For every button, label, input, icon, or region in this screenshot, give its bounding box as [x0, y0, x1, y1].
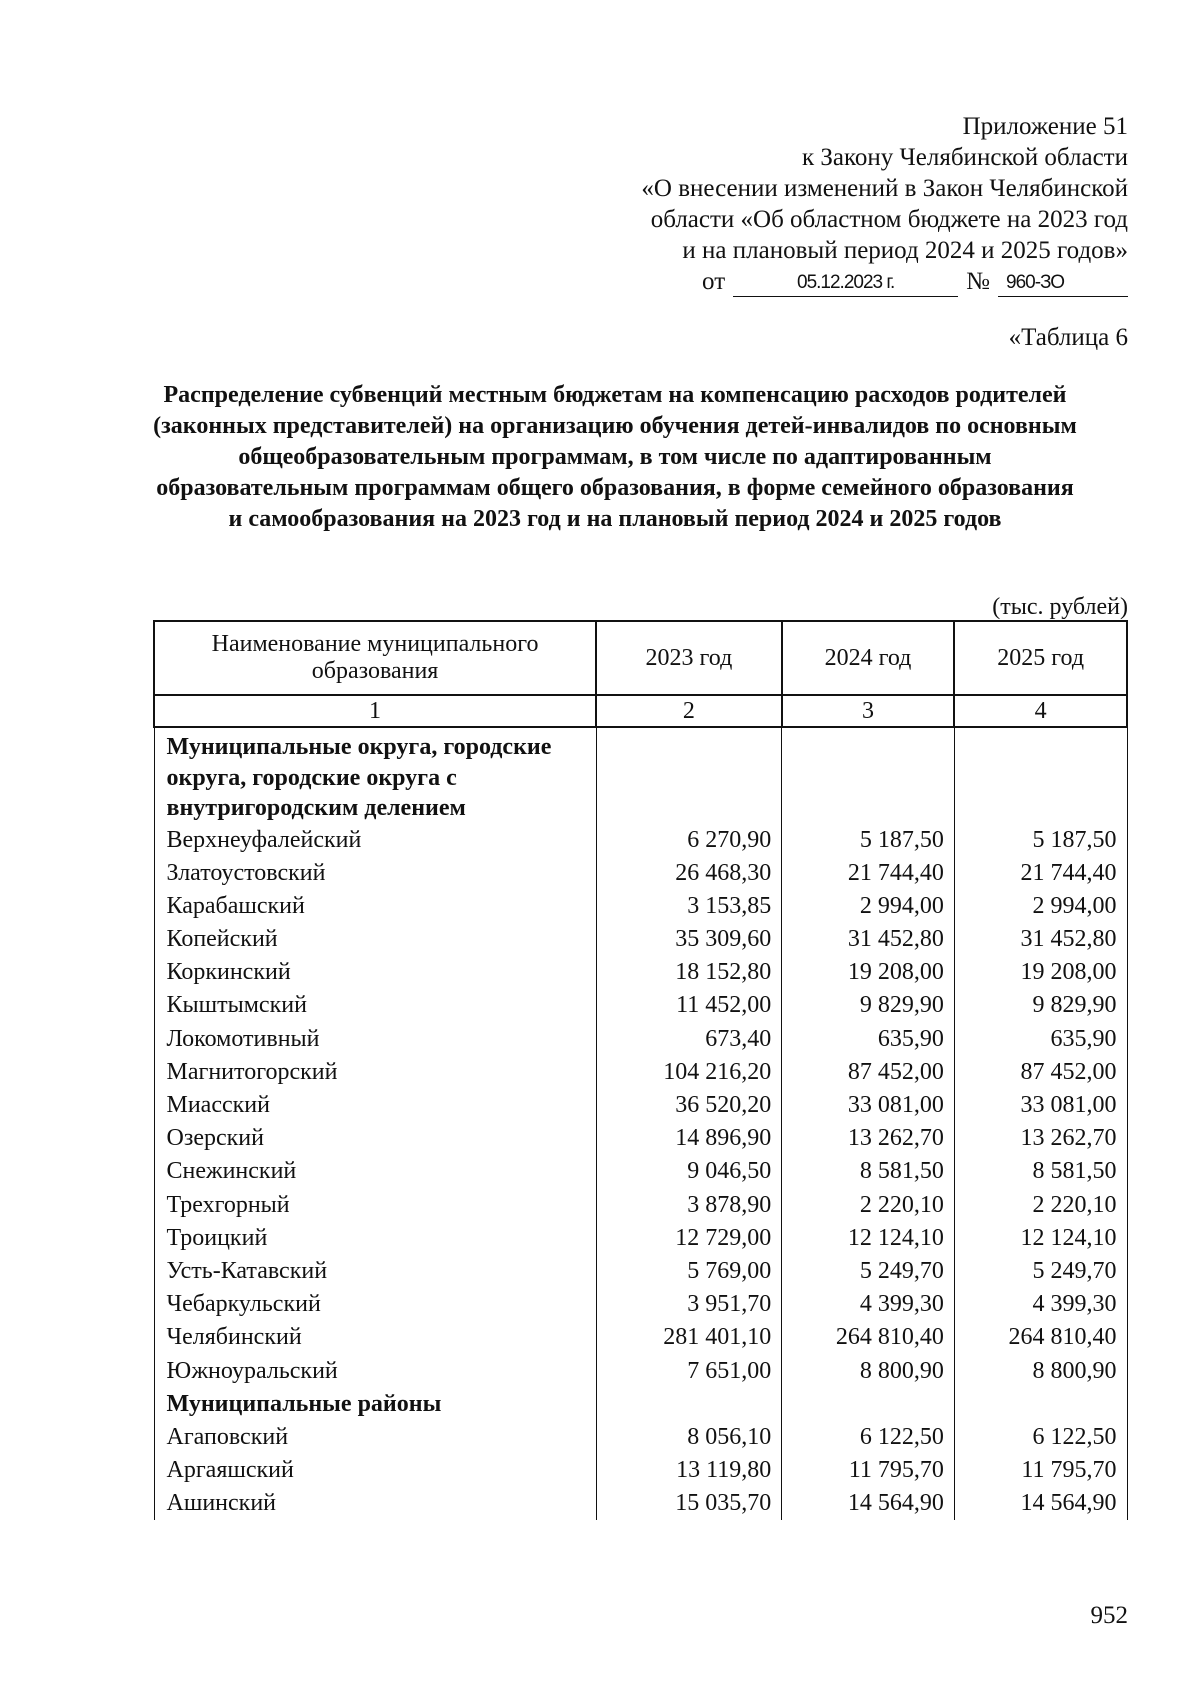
table-row: [154, 956, 1127, 989]
municipality-name: Снежинский: [154, 1155, 596, 1188]
value-2025: 264 810,40: [954, 1321, 1127, 1354]
table-row: [154, 1487, 1127, 1520]
value-2024: 87 452,00: [782, 1056, 955, 1089]
table-row: [154, 989, 1127, 1022]
group-row-municipal-areas: [154, 1388, 1127, 1421]
value-2024: 8 581,50: [782, 1155, 955, 1188]
table-row: [154, 1421, 1127, 1454]
municipality-name: Южноуральский: [154, 1355, 596, 1388]
value-2023: 281 401,10: [596, 1321, 782, 1354]
value-2024: 5 187,50: [782, 824, 955, 857]
value-2023: 673,40: [596, 1023, 782, 1056]
municipality-name: Агаповский: [154, 1421, 596, 1454]
table-row: [154, 1321, 1127, 1354]
value-2025: 9 829,90: [954, 989, 1127, 1022]
municipality-name: Локомотивный: [154, 1023, 596, 1056]
table-row: [154, 1122, 1127, 1155]
value-2023: 35 309,60: [596, 923, 782, 956]
value-2023: 12 729,00: [596, 1222, 782, 1255]
number-label: №: [966, 268, 990, 295]
value-2023: 14 896,90: [596, 1122, 782, 1155]
group-row-municipal-districts: [154, 727, 1127, 824]
table-row: [154, 1255, 1127, 1288]
table-row: [154, 824, 1127, 857]
value-2023: 13 119,80: [596, 1454, 782, 1487]
table-header-row: [154, 621, 1127, 695]
value-2024: 12 124,10: [782, 1222, 955, 1255]
appendix-line: Приложение 51: [962, 113, 1128, 140]
value-2023: 5 769,00: [596, 1255, 782, 1288]
value-2024: 635,90: [782, 1023, 955, 1056]
law-date-number-line: [488, 266, 1128, 297]
value-2024: 2 220,10: [782, 1189, 955, 1222]
value-2023: 18 152,80: [596, 956, 782, 989]
municipality-name: Троицкий: [154, 1222, 596, 1255]
group-title: Муниципальные округа, городские округа, городские округа с внутригородским делением: [154, 727, 596, 824]
value-2025: 6 122,50: [954, 1421, 1127, 1454]
value-2025: 21 744,40: [954, 857, 1127, 890]
header-2025: 2025 год: [954, 621, 1127, 695]
value-2023: 15 035,70: [596, 1487, 782, 1520]
value-2024: 8 800,90: [782, 1355, 955, 1388]
value-2024: 31 452,80: [782, 923, 955, 956]
subvention-table: [153, 620, 1128, 1520]
page-number: 952: [1090, 1602, 1128, 1629]
value-2023: 3 878,90: [596, 1189, 782, 1222]
column-number-row: [154, 695, 1127, 727]
value-2024: 4 399,30: [782, 1288, 955, 1321]
value-2024: 13 262,70: [782, 1122, 955, 1155]
municipality-name: Кыштымский: [154, 989, 596, 1022]
header-2024: 2024 год: [782, 621, 955, 695]
table-row: [154, 1155, 1127, 1188]
value-2024: 264 810,40: [782, 1321, 955, 1354]
value-2025: 19 208,00: [954, 956, 1127, 989]
value-2023: 36 520,20: [596, 1089, 782, 1122]
value-2025: 12 124,10: [954, 1222, 1127, 1255]
column-number: 2: [596, 695, 782, 727]
value-2025: 8 800,90: [954, 1355, 1127, 1388]
municipality-name: Ашинский: [154, 1487, 596, 1520]
table-row: [154, 1056, 1127, 1089]
table-row: [154, 923, 1127, 956]
value-2024: 14 564,90: [782, 1487, 955, 1520]
value-2025: 2 994,00: [954, 890, 1127, 923]
document-heading: Распределение субвенций местным бюджетам на компенсацию расходов родителей (законных представителей) на организацию обучения детей-инвалидов по основным общеобразовательным программам, в том числе по адаптированным образовательным программам общего образования, в форме семейного образования и самообразования на 2023 год и на плановый период 2024 и 2025 годов: [153, 382, 1077, 532]
value-2024: 9 829,90: [782, 989, 955, 1022]
header-2023: 2023 год: [596, 621, 782, 695]
table-row: [154, 1288, 1127, 1321]
value-2025: 11 795,70: [954, 1454, 1127, 1487]
header-municipality: Наименование муниципального образования: [154, 621, 596, 695]
value-2025: 8 581,50: [954, 1155, 1127, 1188]
table-row: [154, 1089, 1127, 1122]
value-2025: 87 452,00: [954, 1056, 1127, 1089]
table-row: [154, 1189, 1127, 1222]
table-row: [154, 1355, 1127, 1388]
table-row: [154, 890, 1127, 923]
value-2024: 33 081,00: [782, 1089, 955, 1122]
municipality-name: Копейский: [154, 923, 596, 956]
table-row: [154, 1222, 1127, 1255]
appendix-line: и на плановый период 2024 и 2025 годов»: [682, 237, 1128, 264]
table-label: «Таблица 6: [1008, 324, 1128, 351]
law-date: 05.12.2023 г.: [733, 270, 958, 297]
value-2024: 2 994,00: [782, 890, 955, 923]
municipality-name: Аргаяшский: [154, 1454, 596, 1487]
municipality-name: Миасский: [154, 1089, 596, 1122]
value-2023: 26 468,30: [596, 857, 782, 890]
column-number: 1: [154, 695, 596, 727]
appendix-line: области «Об областном бюджете на 2023 год: [650, 206, 1128, 233]
value-2023: 9 046,50: [596, 1155, 782, 1188]
table-row: [154, 857, 1127, 890]
table-row: [154, 1023, 1127, 1056]
value-2025: 635,90: [954, 1023, 1127, 1056]
value-2024: 21 744,40: [782, 857, 955, 890]
value-2023: 3 153,85: [596, 890, 782, 923]
group-title: Муниципальные районы: [154, 1388, 596, 1421]
municipality-name: Челябинский: [154, 1321, 596, 1354]
appendix-block: [488, 111, 1128, 297]
value-2023: 6 270,90: [596, 824, 782, 857]
appendix-line: «О внесении изменений в Закон Челябинской: [641, 175, 1128, 202]
value-2023: 11 452,00: [596, 989, 782, 1022]
column-number: 4: [954, 695, 1127, 727]
value-2024: 11 795,70: [782, 1454, 955, 1487]
municipality-name: Карабашский: [154, 890, 596, 923]
value-2025: 31 452,80: [954, 923, 1127, 956]
municipality-name: Озерский: [154, 1122, 596, 1155]
table-row: [154, 1454, 1127, 1487]
law-number: 960-ЗО: [998, 270, 1128, 297]
appendix-line: к Закону Челябинской области: [802, 144, 1128, 171]
value-2025: 5 187,50: [954, 824, 1127, 857]
from-label: от: [702, 268, 726, 295]
municipality-name: Трехгорный: [154, 1189, 596, 1222]
value-2025: 4 399,30: [954, 1288, 1127, 1321]
value-2023: 8 056,10: [596, 1421, 782, 1454]
value-2025: 14 564,90: [954, 1487, 1127, 1520]
value-2024: 19 208,00: [782, 956, 955, 989]
value-2025: 2 220,10: [954, 1189, 1127, 1222]
value-2025: 13 262,70: [954, 1122, 1127, 1155]
municipality-name: Коркинский: [154, 956, 596, 989]
value-2023: 3 951,70: [596, 1288, 782, 1321]
municipality-name: Усть-Катавский: [154, 1255, 596, 1288]
municipality-name: Верхнеуфалейский: [154, 824, 596, 857]
municipality-name: Чебаркульский: [154, 1288, 596, 1321]
value-2025: 33 081,00: [954, 1089, 1127, 1122]
column-number: 3: [782, 695, 955, 727]
municipality-name: Магнитогорский: [154, 1056, 596, 1089]
value-2024: 5 249,70: [782, 1255, 955, 1288]
table-body: [154, 727, 1127, 1520]
value-2025: 5 249,70: [954, 1255, 1127, 1288]
units-note: (тыс. рублей): [992, 594, 1128, 620]
value-2023: 7 651,00: [596, 1355, 782, 1388]
municipality-name: Златоустовский: [154, 857, 596, 890]
value-2023: 104 216,20: [596, 1056, 782, 1089]
value-2024: 6 122,50: [782, 1421, 955, 1454]
